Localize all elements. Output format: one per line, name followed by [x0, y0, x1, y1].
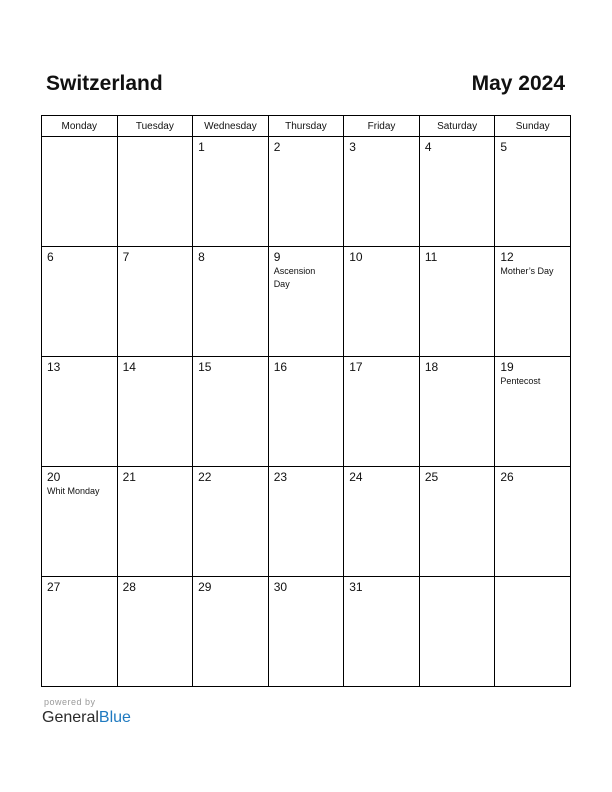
- day-number: 1: [198, 140, 205, 154]
- day-cell: [419, 357, 495, 467]
- day-number: 5: [500, 140, 508, 154]
- weekday-header-wednesday: Wednesday: [193, 116, 269, 137]
- day-number: 13: [47, 360, 61, 374]
- day-cell: [42, 247, 118, 357]
- week-row: [42, 467, 571, 577]
- month-year-title: May 2024: [471, 72, 565, 95]
- day-number: 12: [500, 250, 514, 264]
- day-cell: [193, 137, 269, 247]
- weekday-header-saturday: Saturday: [419, 116, 495, 137]
- country-title: Switzerland: [46, 72, 163, 95]
- day-number: 11: [424, 250, 438, 264]
- day-cell: [495, 467, 571, 577]
- weekday-header-tuesday: Tuesday: [117, 116, 193, 137]
- day-cell: [495, 247, 571, 357]
- day-cell: [42, 137, 118, 247]
- day-cell: [117, 247, 193, 357]
- day-number: 9: [273, 250, 281, 264]
- day-cell: [344, 357, 420, 467]
- day-number: 31: [349, 580, 363, 594]
- day-number: 14: [122, 360, 136, 374]
- weekday-header-monday: Monday: [42, 116, 118, 137]
- day-cell: [117, 357, 193, 467]
- day-number: 21: [122, 470, 136, 484]
- weekday-header-thursday: Thursday: [268, 116, 344, 137]
- week-row: [42, 247, 571, 357]
- day-number: 26: [500, 470, 514, 484]
- day-cell: [117, 577, 193, 687]
- day-cell: [268, 247, 344, 357]
- day-number: 8: [198, 250, 205, 264]
- brand-logo[interactable]: [42, 708, 131, 728]
- day-number: 19: [500, 360, 514, 374]
- day-cell: [42, 467, 118, 577]
- holiday-label: Mother’s Day: [500, 266, 554, 276]
- day-number: 27: [47, 580, 61, 594]
- day-cell: [117, 467, 193, 577]
- day-number: 18: [424, 360, 439, 374]
- day-number: 3: [349, 140, 356, 154]
- weekday-header-sunday: Sunday: [495, 116, 571, 137]
- day-number: 2: [273, 140, 281, 154]
- day-number: 16: [273, 360, 288, 374]
- weekday-header-row: [42, 116, 571, 137]
- day-cell: [42, 577, 118, 687]
- day-cell: [193, 357, 269, 467]
- day-cell: [419, 467, 495, 577]
- day-number: 28: [122, 580, 136, 594]
- day-cell: [193, 467, 269, 577]
- day-cell: [495, 577, 571, 687]
- weekday-header-friday: Friday: [344, 116, 420, 137]
- day-number: 10: [349, 250, 363, 264]
- day-cell: [344, 247, 420, 357]
- day-cell: [344, 467, 420, 577]
- holiday-label: Pentecost: [500, 376, 541, 386]
- week-row: [42, 357, 571, 467]
- holiday-label: Whit Monday: [47, 486, 100, 496]
- day-cell: [268, 467, 344, 577]
- day-number: 20: [47, 470, 61, 484]
- day-cell: [193, 577, 269, 687]
- brand-logo-general: General: [42, 709, 99, 726]
- powered-by-text: powered by: [44, 697, 96, 707]
- day-number: 24: [349, 470, 363, 484]
- day-number: 29: [198, 580, 212, 594]
- day-number: 6: [47, 250, 54, 264]
- holiday-label: Ascension Day: [273, 266, 316, 289]
- day-cell: [419, 577, 495, 687]
- day-cell: [495, 137, 571, 247]
- day-cell: [268, 357, 344, 467]
- day-cell: [268, 137, 344, 247]
- day-number: 25: [424, 470, 439, 484]
- week-row: [42, 577, 571, 687]
- day-number: 22: [198, 470, 212, 484]
- day-cell: [193, 247, 269, 357]
- day-number: 23: [273, 470, 288, 484]
- day-cell: [268, 577, 344, 687]
- week-row: [42, 137, 571, 247]
- calendar-grid: [41, 115, 571, 687]
- day-cell: [117, 137, 193, 247]
- day-cell: [42, 357, 118, 467]
- day-cell: [419, 137, 495, 247]
- day-cell: [419, 247, 495, 357]
- day-cell: [344, 137, 420, 247]
- day-number: 7: [122, 250, 130, 264]
- day-cell: [344, 577, 420, 687]
- brand-logo-blue: Blue: [98, 709, 131, 726]
- day-number: 4: [424, 140, 432, 154]
- day-number: 15: [198, 360, 212, 374]
- day-number: 17: [349, 360, 363, 374]
- day-number: 30: [273, 580, 288, 594]
- day-cell: [495, 357, 571, 467]
